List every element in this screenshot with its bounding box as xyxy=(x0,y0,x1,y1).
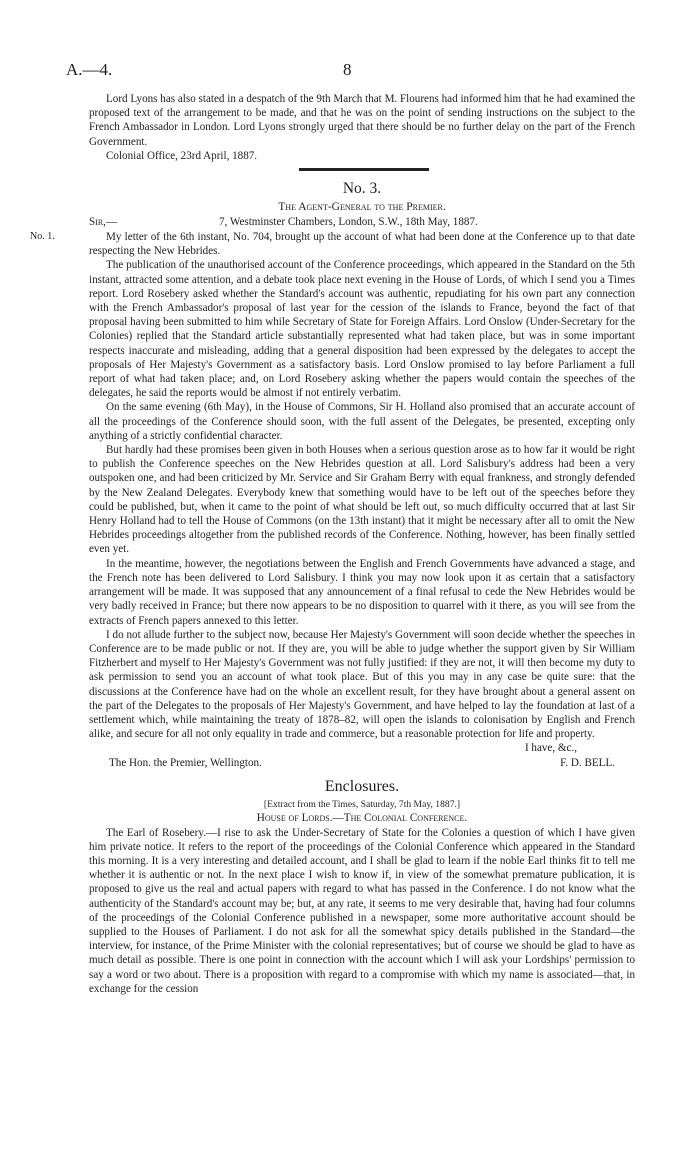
top-paragraph: Lord Lyons has also stated in a despatch of the 9th March that M. Flourens had informed him that he had examined the proposed text of the arrangement to be made, and that he was on the point of sending instructions on the subject to the French Ambassador in London. Lord Lyons strongly urged that there should be no further delay on the part of the French Government. xyxy=(89,93,635,148)
to-line: The Agent-General to the Premier. xyxy=(278,201,446,214)
addressee: The Hon. the Premier, Wellington. xyxy=(109,756,262,769)
letter-paragraph: I do not allude further to the subject now, because Her Majesty's Government will soon decide whether the speeches in Conference are to be made public or not. If they are, you will be able to judge whether the support given by Sir William Fitzherbert and myself to Her Majesty's Government was not fully justified: if they are not, it will then become my duty to ask permission to send you an account of what took place. But of this you may in any case be quite sure: that the discussions at the Conference have had on the whole an excellent result, for they have brought about a general assent on the part of the Delegates to the proposals of Her Majesty's Government, and have helped to lay the foundation at last of a settlement which, while maintaining the treaty of 1878–82, will open the islands to colonisation by English and French alike, and secure for all not only equality in trade and commerce, but a reasonable protection for life and property. xyxy=(89,628,635,741)
letter-paragraph: The publication of the unauthorised account of the Conference proceedings, which appeared in the Standard on the 5th instant, attracted some attention, and a debate took place next evening in the House of Lords, of which I send you a Times report. Lord Rosebery asked whether the Standard's account was authentic, repudiating for his own part any connection with the French Ambassador's proposal of last year for the cession of the islands to France, beyond the fact of that proposal having been submitted to him while Secretary of State for Foreign Affairs. Lord Onslow (Under-Secretary for the Colonies) replied that the Standard article substantially represented what had taken place, but was in some important respects inaccurate and misleading, adding that a general disposition had been expressed by the delegates to accept the proposals of Her Majesty's Government as a satisfactory basis. Lord Onslow promised to lay before Parliament a full report of what had taken place; and, on Lord Rosebery asking whether the papers would contain the speeches of the delegates, he said the reports would be almost if not entirely verbatim. xyxy=(89,259,635,400)
letter-paragraph: In the meantime, however, the negotiations between the English and French Governments have advanced a stage, and the French note has been delivered to Lord Salisbury. I think you may now look upon it as certain that a satisfactory arrangement will be made. It was supposed that any announcement of a final refusal to cede the New Hebrides would be very badly received in France; but there now appears to be no disposition to quarrel with it there, as you will see from the extracts of French papers annexed to this letter. xyxy=(89,557,635,627)
letter-paragraph: On the same evening (6th May), in the House of Commons, Sir H. Holland also promised that an accurate account of all the proceedings of the Conference should soon, with the full assent of the Delegates, be presented, excepting only anything of a strictly confidential character. xyxy=(89,401,635,442)
enclosure-paragraph: The Earl of Rosebery.—I rise to ask the Under-Secretary of State for the Colonies a question of which I have given him private notice. It refers to the report of the proceedings of the Colonial Conference which appeared in the Standard this morning. It is a very interesting and detailed account, and I shall be glad to learn if the noble Earl thinks fit to tell me whether it is authentic or not. In the next place I wish to know if, in view of the somewhat premature publication, it is proposed to give us the real and actual papers with regard to what has passed in the Conference. I do not know what the authenticity of the Standard's account may be; but, at any rate, it seems to me very desirable that, having had four columns of the proceedings of the Colonial Conference published in a newspaper, some more authoritative account should be supplied to the Houses of Parliament. I do not ask for all the somewhat spicy details published in the Standard—the interview, for instance, of the Prime Minister with the colonial representatives; but of course we should be glad to have as much detail as possible. There is one point in connection with the account which I will ask your Lordships' permission to say a word or two about. There is a proposition with regard to a compromise with which my name is associated—that, in exchange for the cession xyxy=(89,826,635,995)
margin-reference: No. 1. xyxy=(30,231,55,243)
closing-line: I have, &c., xyxy=(524,742,577,755)
section-divider xyxy=(89,163,635,177)
document-body xyxy=(30,92,635,996)
section-title: No. 3. xyxy=(342,180,382,198)
document-reference: A.—4. xyxy=(66,60,113,79)
signature-line xyxy=(89,756,635,770)
letter-body xyxy=(30,230,635,741)
sender-address: 7, Westminster Chambers, London, S.W., 18th May, 1887. xyxy=(219,216,478,229)
enclosures-title: Enclosures. xyxy=(324,777,400,795)
salutation: Sir,— xyxy=(89,216,118,229)
dateline xyxy=(89,215,635,230)
signature: F. D. BELL. xyxy=(560,756,615,769)
extract-line: [Extract from the Times, Saturday, 7th May, 1887.] xyxy=(263,798,461,810)
office-line: Colonial Office, 23rd April, 1887. xyxy=(106,149,258,162)
page-number: 8 xyxy=(343,60,352,79)
letter-paragraph: My letter of the 6th instant, No. 704, brought up the account of what had been done at the Conference up to that date respecting the New Hebrides. xyxy=(89,231,635,258)
house-heading: House of Lords.—The Colonial Conference. xyxy=(256,811,468,824)
letter-paragraph: But hardly had these promises been given in both Houses when a serious question arose as to how far it would be right to publish the Conference speeches on the New Hebrides question at all. Lord Salisbury's address had been a very outspoken one, and had been criticized by Mr. Service and Sir Graham Berry with equal frankness, and strongly defended by the New Zealand Delegates. Everybody knew that something would have to be left out of the speeches before they could be published, but, when it came to the point of what should be left out, so much difficulty occurred that at last Sir Henry Holland had to tell the House of Commons (on the 13th instant) that it might be necessary after all to omit the New Hebrides proceedings altogether from the published records of the Conference. Nothing, however, has been finally settled even yet. xyxy=(89,444,635,556)
